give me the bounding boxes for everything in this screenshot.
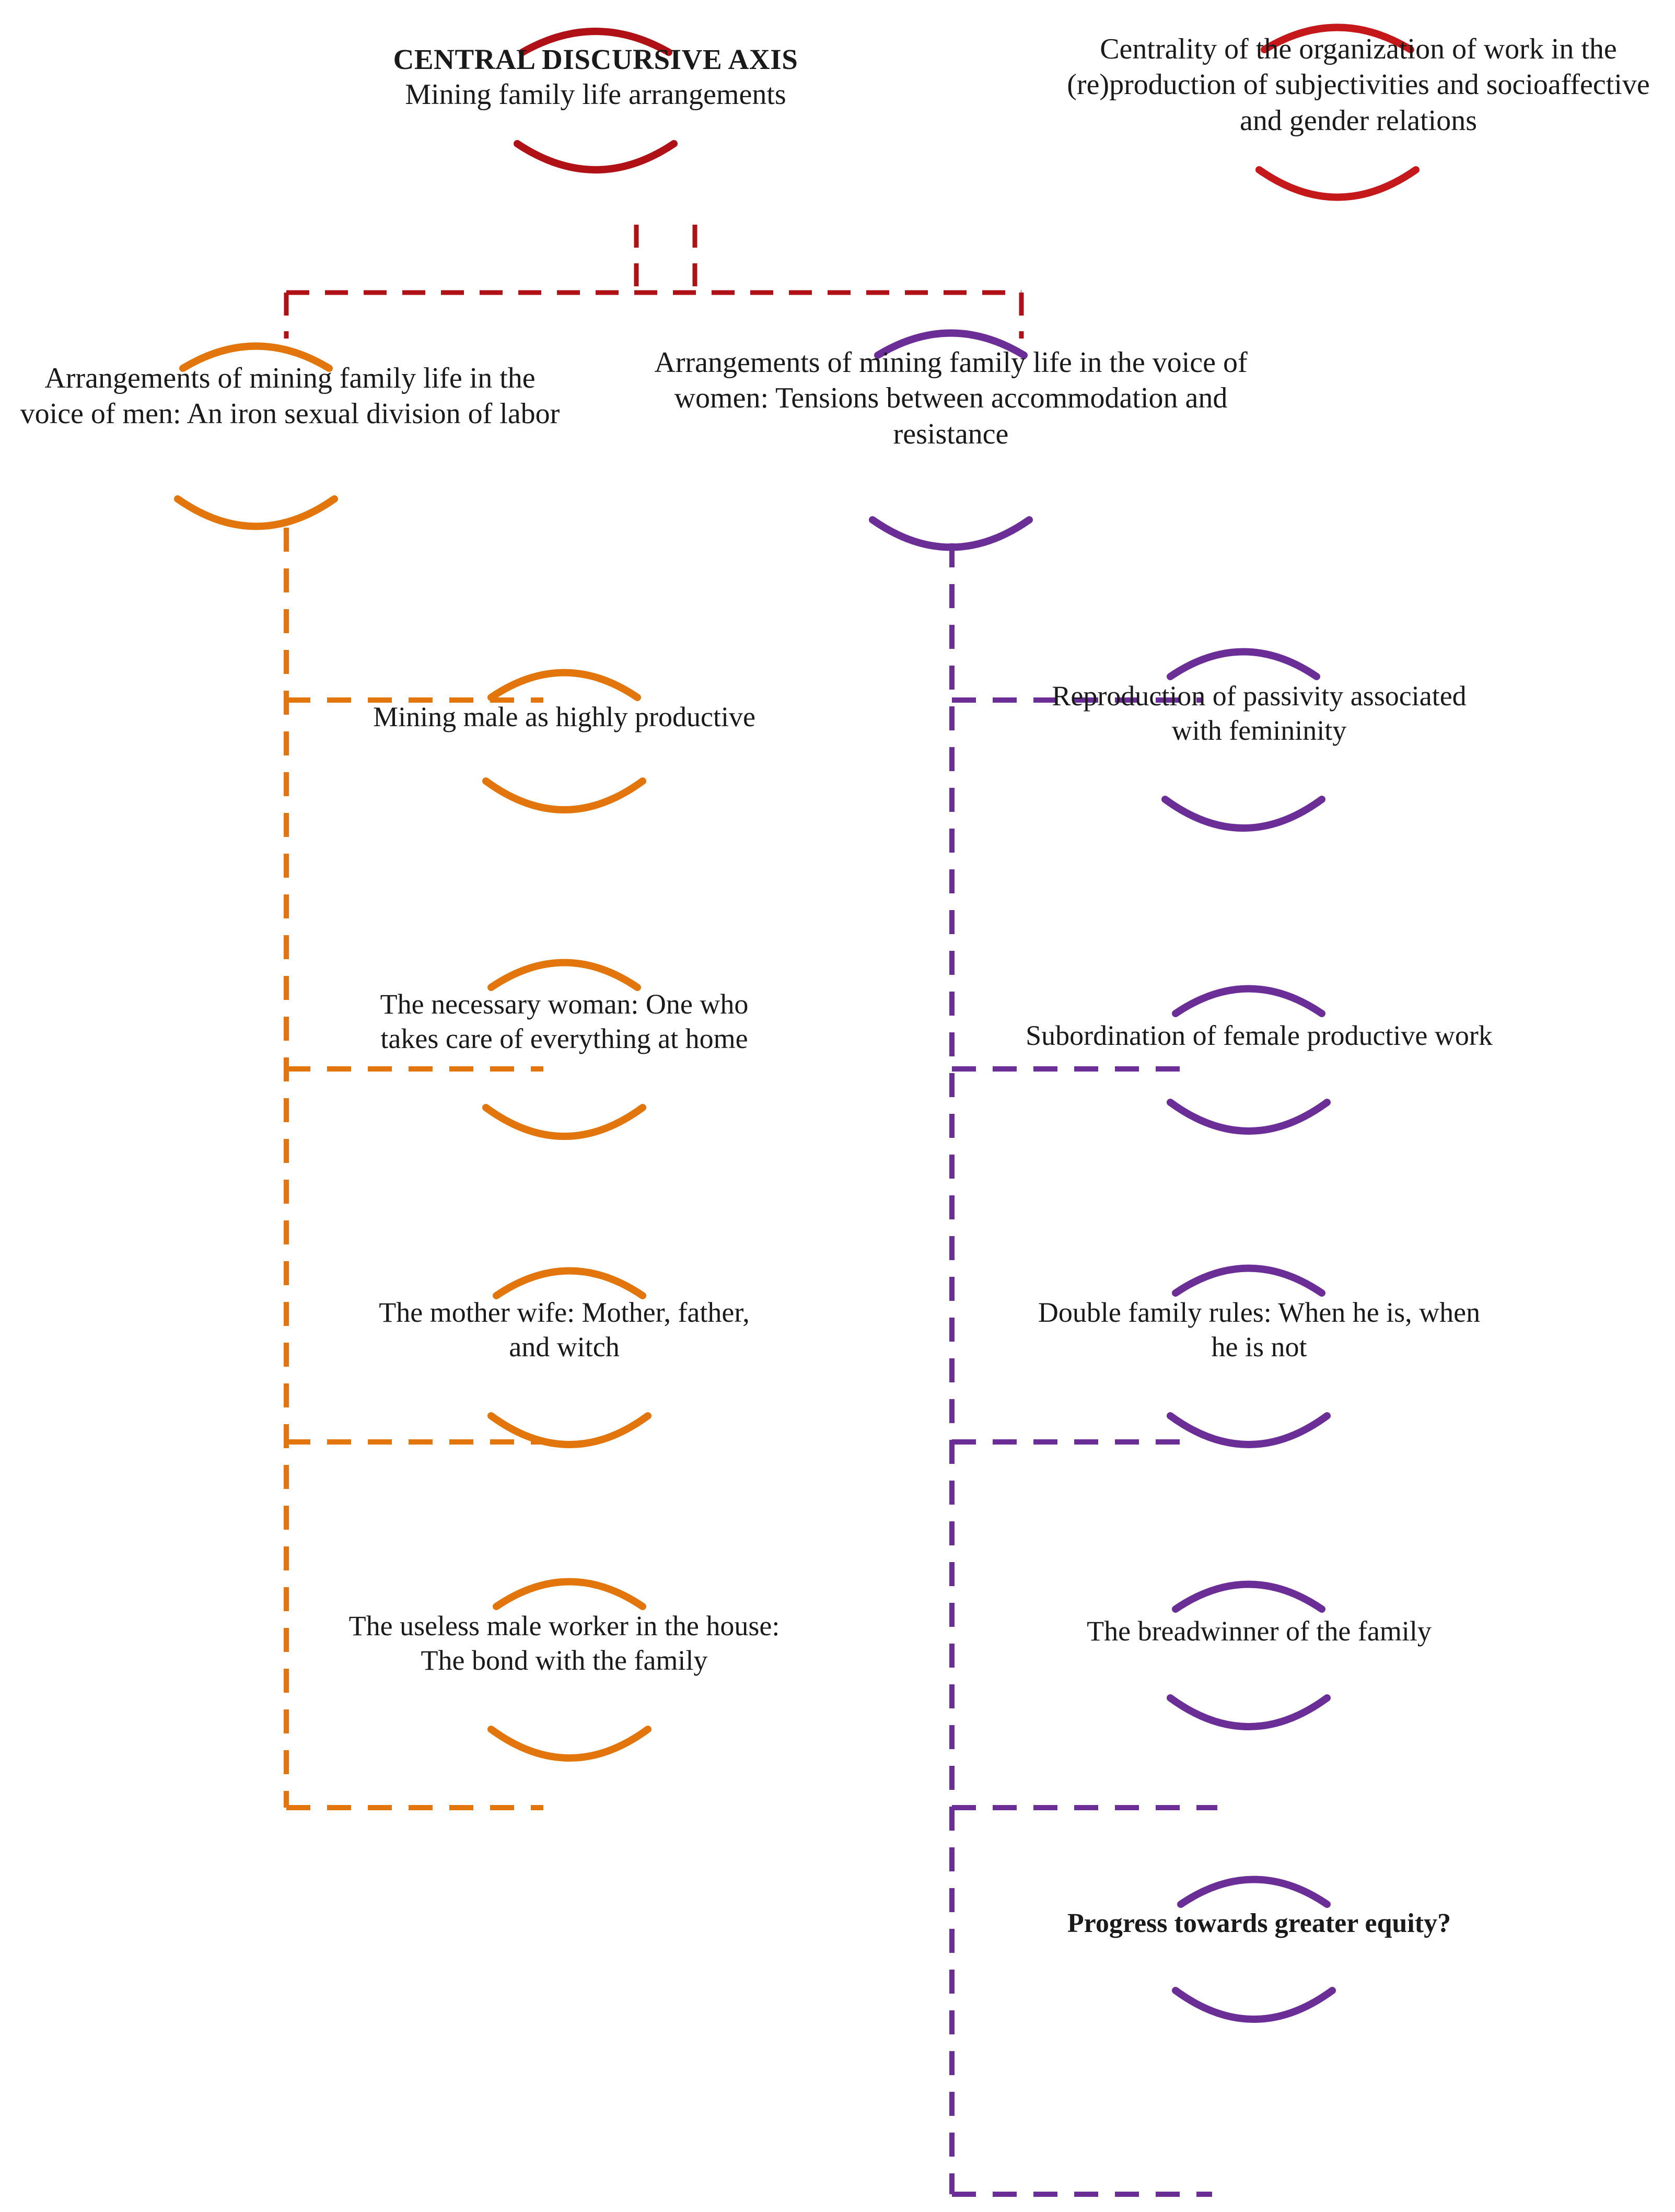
arc-top-leaf-men-3 <box>355 1241 773 1303</box>
arc-top-leaf-women-5 <box>1055 1849 1463 1912</box>
node-centrality-note <box>1066 31 1651 138</box>
node-central-axis-title: CENTRAL DISCURSIVE AXIS <box>393 43 798 75</box>
node-leaf-women-1-label: Reproduction of passivity associated with femininity <box>1052 680 1467 746</box>
arc-top-leaf-women-2 <box>1024 959 1494 1021</box>
arc-bottom-leaf-women-1 <box>1024 791 1494 865</box>
node-leaf-men-3-label: The mother wife: Mother, father, and witch <box>379 1297 750 1363</box>
arc-bottom-leaf-women-3 <box>1024 1408 1494 1481</box>
arc-bottom-leaf-men-3 <box>355 1408 773 1481</box>
node-branch-women-label: Arrangements of mining family life in the voice of women: Tensions between accommodation and resistance <box>654 346 1248 450</box>
arc-bottom-leaf-women-2 <box>1024 1095 1494 1168</box>
node-branch-men <box>10 360 569 432</box>
arc-top-leaf-men-2 <box>355 933 773 995</box>
node-leaf-men-4 <box>345 1609 784 1678</box>
arc-top-leaf-women-3 <box>1024 1238 1494 1301</box>
arc-bottom-branch-women <box>653 512 1249 580</box>
node-centrality-note-label: Centrality of the organization of work in the (re)production of subjectivities and socioaffective and gender relations <box>1067 33 1650 137</box>
arc-bottom-note <box>1066 162 1651 230</box>
node-leaf-men-1 <box>355 700 773 735</box>
arc-top-leaf-men-1 <box>355 643 773 705</box>
node-central-axis-subtitle: Mining family life arrangements <box>405 78 786 111</box>
node-leaf-women-3 <box>1024 1296 1494 1365</box>
arc-bottom-leaf-men-2 <box>355 1100 773 1173</box>
arc-bottom-leaf-women-4 <box>1024 1690 1494 1763</box>
node-leaf-men-1-label: Mining male as highly productive <box>373 701 755 732</box>
node-leaf-women-4 <box>1024 1614 1494 1649</box>
node-leaf-men-2-label: The necessary woman: One who takes care of everything at home <box>380 988 749 1054</box>
arc-top-leaf-men-4 <box>345 1552 784 1614</box>
node-leaf-women-5-label: Progress towards greater equity? <box>1067 1908 1451 1938</box>
arc-bottom-branch-men <box>10 491 569 559</box>
node-leaf-women-4-label: The breadwinner of the family <box>1087 1615 1432 1647</box>
arc-bottom-leaf-men-1 <box>355 773 773 846</box>
node-leaf-men-2 <box>355 987 773 1056</box>
arc-bottom-leaf-men-4 <box>345 1721 784 1795</box>
node-leaf-women-2 <box>1024 1019 1494 1053</box>
arc-top-leaf-women-4 <box>1024 1554 1494 1617</box>
node-leaf-women-3-label: Double family rules: When he is, when he is not <box>1038 1297 1481 1363</box>
node-branch-men-label: Arrangements of mining family life in the voice of men: An iron sexual division of labor <box>20 362 560 430</box>
node-leaf-women-2-label: Subordination of female productive work <box>1026 1020 1493 1051</box>
arc-top-leaf-women-1 <box>1024 622 1494 684</box>
node-branch-women <box>653 345 1249 452</box>
node-leaf-men-4-label: The useless male worker in the house: The bond with the family <box>348 1610 780 1676</box>
node-central-axis-label <box>293 42 899 112</box>
node-central-axis <box>293 42 899 112</box>
arc-bottom-root <box>293 133 899 201</box>
node-leaf-women-5 <box>1055 1907 1463 1940</box>
arc-bottom-leaf-women-5 <box>1055 1983 1463 2056</box>
node-leaf-women-1 <box>1024 679 1494 748</box>
node-leaf-men-3 <box>355 1296 773 1365</box>
